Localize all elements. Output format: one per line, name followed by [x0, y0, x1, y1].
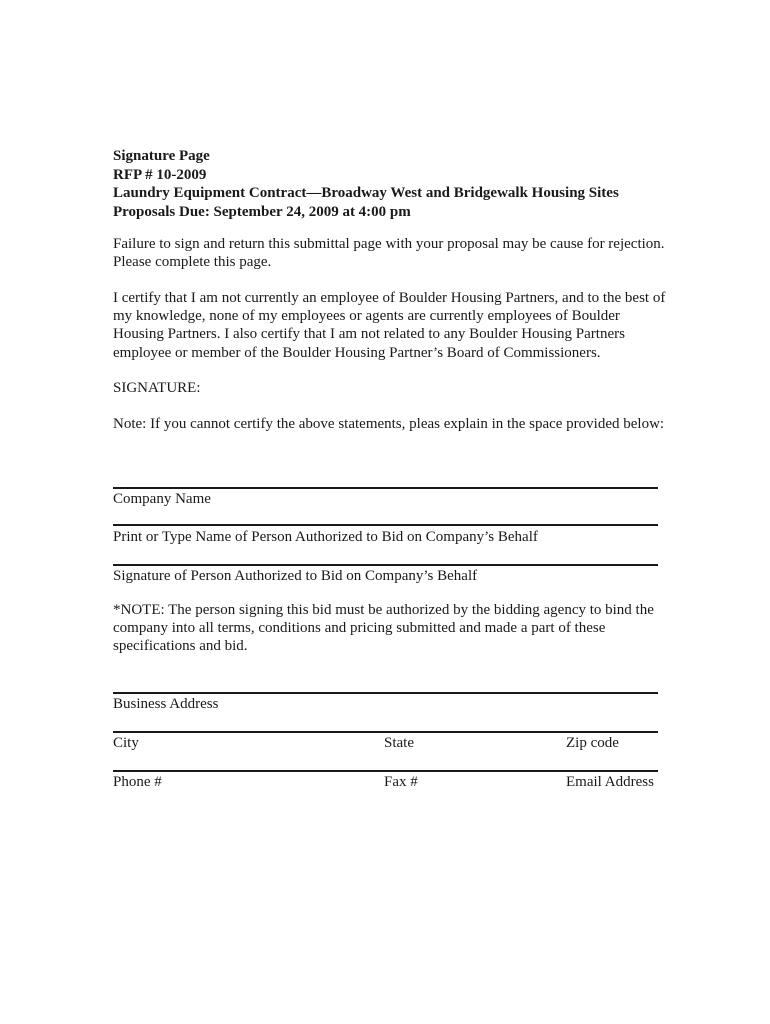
- signature-line[interactable]: [113, 564, 658, 566]
- fax-label: Fax #: [384, 774, 418, 790]
- print-name-line[interactable]: [113, 524, 658, 526]
- contract-title: Laundry Equipment Contract—Broadway West and Bridgewalk Housing Sites: [113, 185, 619, 201]
- email-label: Email Address: [566, 774, 654, 790]
- phone-fax-email-line[interactable]: [113, 770, 658, 772]
- signature-person-label: Signature of Person Authorized to Bid on Company’s Behalf: [113, 568, 478, 584]
- state-label: State: [384, 735, 414, 751]
- authorization-note: *NOTE: The person signing this bid must be authorized by the bidding agency to bind the company into all terms, conditions and pricing submitted and made a part of these specifications and bid.: [113, 602, 654, 655]
- company-name-line[interactable]: [113, 487, 658, 489]
- heading-block: [113, 147, 673, 221]
- city-state-zip-line[interactable]: [113, 731, 658, 733]
- failure-paragraph: Failure to sign and return this submittal page with your proposal may be cause for rejection. Please complete this page.: [113, 236, 665, 271]
- signature-label: SIGNATURE:: [113, 380, 201, 396]
- rfp-number: RFP # 10-2009: [113, 166, 207, 183]
- business-address-line[interactable]: [113, 692, 658, 694]
- business-address-label: Business Address: [113, 696, 219, 712]
- zip-label: Zip code: [566, 735, 619, 751]
- phone-label: Phone #: [113, 774, 162, 790]
- note-paragraph: Note: If you cannot certify the above statements, pleas explain in the space provided below:: [113, 416, 665, 432]
- certify-paragraph: I certify that I am not currently an employee of Boulder Housing Partners, and to the best of my knowledge, none of my employees or agents are currently employees of Boulder Housing Partners. I also certify that I am not related to any Boulder Housing Partners employee or member of the Boulder Housing Partner’s Board of Commissioners.: [113, 290, 666, 361]
- company-name-label: Company Name: [113, 491, 211, 507]
- page-title: Signature Page: [113, 148, 210, 164]
- proposals-due: Proposals Due: September 24, 2009 at 4:00 pm: [113, 203, 411, 220]
- city-label: City: [113, 735, 139, 751]
- print-name-label: Print or Type Name of Person Authorized to Bid on Company’s Behalf: [113, 529, 538, 545]
